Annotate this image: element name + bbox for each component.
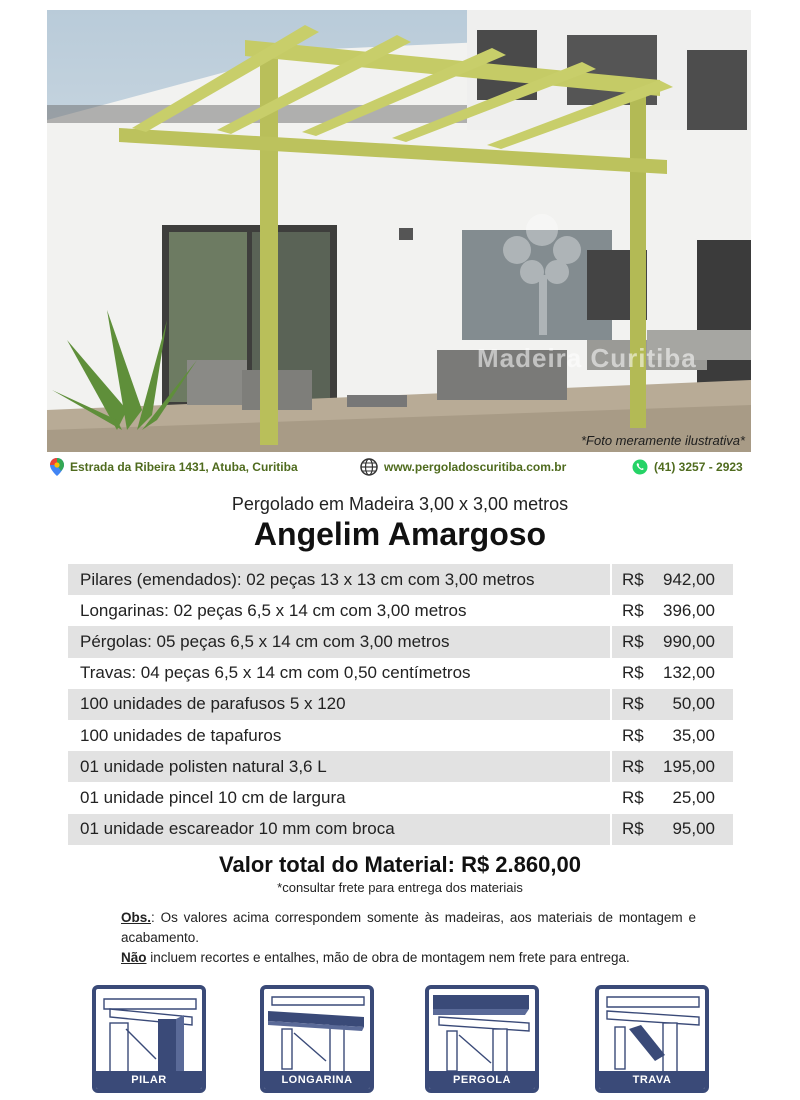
obs-label: Obs. bbox=[121, 910, 152, 925]
diagram-longarina bbox=[260, 985, 374, 1093]
price-value: 95,00 bbox=[672, 819, 715, 839]
freight-note: *consultar frete para entrega dos materiais bbox=[277, 880, 523, 895]
currency-symbol: R$ bbox=[622, 663, 644, 683]
item-description: Pilares (emendados): 02 peças 13 x 13 cm com 3,00 metros bbox=[68, 564, 610, 595]
website-text[interactable]: www.pergoladoscuritiba.com.br bbox=[384, 460, 567, 474]
table-row bbox=[68, 626, 733, 657]
currency-symbol: R$ bbox=[622, 569, 644, 589]
item-price bbox=[612, 751, 733, 782]
pergola-illustration bbox=[47, 10, 751, 452]
currency-symbol: R$ bbox=[622, 600, 644, 620]
table-row bbox=[68, 720, 733, 751]
item-price bbox=[612, 689, 733, 720]
globe-icon bbox=[360, 458, 378, 476]
item-description: 01 unidade pincel 10 cm de largura bbox=[80, 787, 346, 807]
item-description: 01 unidade polisten natural 3,6 L bbox=[68, 751, 610, 782]
price-value: 25,00 bbox=[672, 787, 715, 807]
observations bbox=[121, 908, 696, 968]
currency-symbol: R$ bbox=[622, 787, 644, 807]
hero-photo bbox=[47, 10, 751, 452]
price-value: 942,00 bbox=[663, 569, 715, 589]
item-description: Travas: 04 peças 6,5 x 14 cm com 0,50 centímetros bbox=[80, 663, 471, 683]
currency-symbol: R$ bbox=[622, 819, 644, 839]
item-price bbox=[612, 626, 733, 657]
phone-text[interactable]: (41) 3257 - 2923 bbox=[654, 460, 743, 474]
whatsapp-icon bbox=[632, 459, 648, 475]
table-row bbox=[68, 814, 733, 845]
total-value: Valor total do Material: R$ 2.860,00 bbox=[219, 852, 581, 877]
website[interactable] bbox=[360, 458, 625, 476]
currency-symbol: R$ bbox=[622, 631, 644, 651]
table-row bbox=[68, 782, 733, 813]
diagram-pergola bbox=[425, 985, 539, 1093]
component-diagrams bbox=[92, 985, 712, 1095]
currency-symbol: R$ bbox=[622, 756, 644, 776]
currency-symbol: R$ bbox=[622, 725, 644, 745]
obs-paragraph bbox=[121, 908, 696, 948]
item-description: 01 unidade escareador 10 mm com broca bbox=[68, 814, 610, 845]
map-pin-icon bbox=[50, 458, 64, 476]
brand-watermark: Madeira Curitiba bbox=[477, 343, 697, 373]
table-row bbox=[68, 658, 733, 689]
diagram-label: PILAR bbox=[96, 1071, 202, 1089]
diagram-pilar bbox=[92, 985, 206, 1093]
price-value: 132,00 bbox=[663, 663, 715, 683]
item-description: 100 unidades de tapafuros bbox=[80, 725, 282, 745]
table-row bbox=[68, 689, 733, 720]
price-value: 50,00 bbox=[672, 694, 715, 714]
table-row bbox=[68, 595, 733, 626]
currency-symbol: R$ bbox=[622, 694, 644, 714]
item-price bbox=[612, 658, 733, 689]
phone[interactable] bbox=[632, 459, 743, 475]
not-label: Não bbox=[121, 950, 147, 965]
item-price bbox=[612, 595, 733, 626]
page-title: Angelim Amargoso bbox=[253, 516, 547, 552]
page-subtitle: Pergolado em Madeira 3,00 x 3,00 metros bbox=[231, 494, 569, 514]
price-value: 35,00 bbox=[672, 725, 715, 745]
price-value: 195,00 bbox=[663, 756, 715, 776]
price-value: 990,00 bbox=[663, 631, 715, 651]
obs-text: : Os valores acima correspondem somente às madeiras, aos materiais de montagem e acabamento. bbox=[121, 910, 696, 945]
table-row bbox=[68, 751, 733, 782]
item-price bbox=[612, 720, 733, 751]
item-price bbox=[612, 782, 733, 813]
item-price bbox=[612, 564, 733, 595]
item-description: 100 unidades de parafusos 5 x 120 bbox=[68, 689, 610, 720]
price-value: 396,00 bbox=[663, 600, 715, 620]
item-description: Pérgolas: 05 peças 6,5 x 14 cm com 3,00 metros bbox=[68, 626, 610, 657]
not-included-paragraph bbox=[121, 948, 696, 968]
price-table bbox=[68, 564, 733, 845]
not-text: incluem recortes e entalhes, mão de obra de montagem nem frete para entrega. bbox=[146, 950, 630, 965]
diagram-label: TRAVA bbox=[599, 1071, 705, 1089]
table-row bbox=[68, 564, 733, 595]
contact-bar bbox=[50, 456, 750, 478]
diagram-label: PERGOLA bbox=[429, 1071, 535, 1089]
address bbox=[50, 458, 350, 476]
item-description: Longarinas: 02 peças 6,5 x 14 cm com 3,00 metros bbox=[80, 600, 467, 620]
diagram-trava bbox=[595, 985, 709, 1093]
photo-caption: *Foto meramente ilustrativa* bbox=[580, 433, 745, 448]
diagram-label: LONGARINA bbox=[264, 1071, 370, 1089]
item-price bbox=[612, 814, 733, 845]
address-text: Estrada da Ribeira 1431, Atuba, Curitiba bbox=[70, 460, 298, 474]
